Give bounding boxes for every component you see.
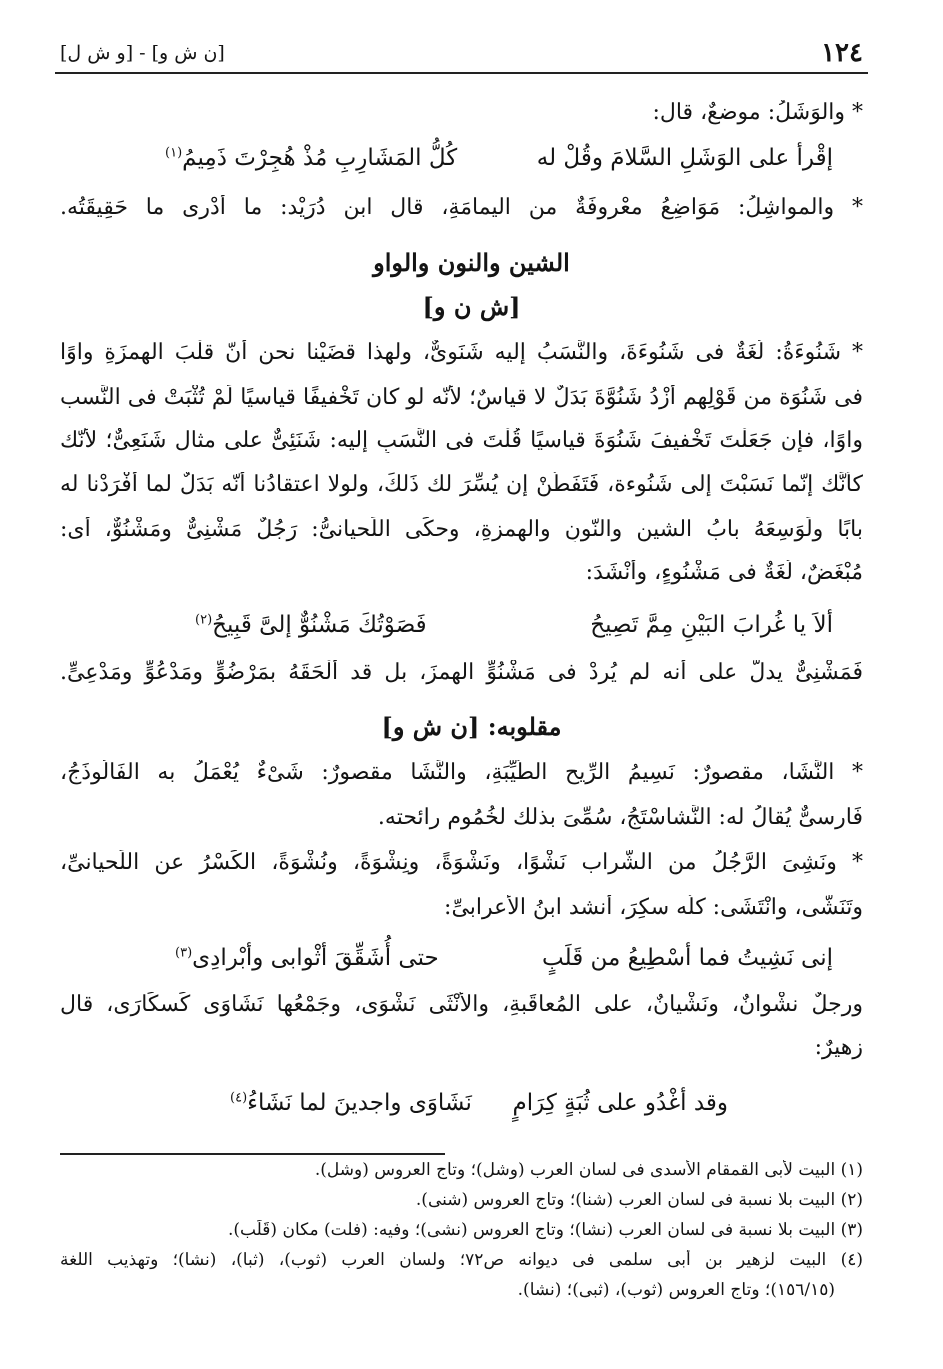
verse-hemistich-first: إقْرأ على الوَشَلِ السَّلامَ وقُلْ له (536, 145, 833, 171)
body-line: * والوَشَلُ: موضعٌ، قال: (652, 100, 863, 125)
header-rule (55, 72, 868, 74)
verse-hemistich-first: وقد أغْدُو على ثُبَةٍ كِرَامٍ (512, 1090, 728, 1116)
body-line: مُبْغَضٌ، لُغَةٌ فى مَشْنُوءٍ، وأنْشَدَ: (585, 560, 863, 585)
verse-hemistich-first: ألاَ يا غُرابَ البَيْنِ مِمَّ تَصِيحُ (590, 612, 833, 638)
footnote-continuation: (١٥٦/١٥)؛ وتاج العروس (ثوب)، (ثبى)؛ (نشا). (517, 1280, 835, 1300)
footnote: (٢) البيت بلا نسبة فى لسان العرب (شنا)؛ وتاج العروس (شنى). (415, 1190, 863, 1210)
body-line: فى شَنُوَة من قَوْلِهم أزْدُ شَنُوَّةَ بَدَلٌ لا قياسٌ؛ لأنّه لو كان تَخْفيفًا قياسيًا لَمْ تُثْبَتْ فى النَّسب (60, 385, 863, 410)
footnote: (١) البيت لأبى القمقام الأسدى فى لسان العرب (وشل)؛ وتاج العروس (وشل). (314, 1160, 863, 1180)
body-line: ورجلٌ نشْوانٌ، ونَشْيانٌ، على المُعاقَبةِ، والأُنْثَى نَشْوَى، وجَمْعُها نَشَاوَى كَسكَارَى، قال (60, 992, 863, 1017)
footnote-rule (60, 1153, 445, 1155)
body-line: * النَّشَا، مقصورٌ: نَسِيمُ الرِّيحِ الطَّيِّبَةِ، والنَّشَا مقصورٌ: شَىْءٌ يُعْمَلُ به الفَالُوذَجُ، (60, 760, 863, 785)
section-heading: الشين والنون والواو (373, 248, 570, 277)
body-line: زهيرٌ: (814, 1035, 863, 1060)
verse-hemistich-first: إنى نَشِيتُ فما أسْطِيعُ من قَلَبٍ (542, 945, 833, 971)
footnote-ref: (٤) (230, 1090, 248, 1106)
body-line: وتَنَشَّى، وانْتَشَى: كلُّه سكِرَ، أنشد ابنُ الأعرابىِّ: (444, 895, 863, 920)
body-line: كأنَّك إنّما نَسَبْتَ إلى شَنُوءة، فَتَفَطَّنْ إن يُسِّرَ لك ذَلكَ، ولولا اعتقادُنا أنّه بَدَلٌ لما أفْرَدْنا له (60, 472, 863, 497)
body-line: واوًا، فإن جَعَلْتَ تَخْفيفَ شَنُوَةَ قياسيًا قُلْتَ فى النَّسَبِ إليه: شَنَئِىٌّ على مثال شَنَعِىٌّ؛ لأنّك (60, 428, 863, 453)
page-number: ١٢٤ (821, 38, 863, 68)
body-line: * شَنُوءَةُ: لُغَةٌ فى شَنُوءَةَ، والنَّسَبُ إليه شَنَوِىٌّ، ولهذا قضَيْنا نحن أنّ قلْبَ الهمزَةِ واوًا (60, 340, 863, 365)
body-line: فَارِسىٌّ يُقالُ له: النَّشاسْتَجُ، سُمِّىَ بذلك لخُمُومِ رائحته. (377, 805, 863, 830)
root-heading: [ش ن و] (422, 292, 521, 321)
footnote: (٣) البيت بلا نسبة فى لسان العرب (نشا)؛ وتاج العروس (نشى)؛ وفيه: (فلت) مكان (قَلَب). (227, 1220, 863, 1240)
section-heading: مقلوبه: [ن ش و] (381, 712, 562, 741)
verse-hemistich-second: كُلُّ المَشَارِبِ مُذْ هُجِرْتَ ذَمِيمُ$^{(١)}$ (165, 145, 458, 171)
body-line: بابًا ولَوَسِعَهُ بابُ الشينِ والنّونِ والهمزةِ، وحكَى اللِّحيانىُّ: رَجُلٌ مَشْنِىٌّ ومَشْنُوٌّ، أى: (60, 517, 863, 542)
body-line: * والمواشِلُ: مَوَاضِعُ معْروفَةٌ من اليمامَةِ، قال ابن دُرَيْد: ما أدْرى ما حَقِيقَتُه. (60, 195, 863, 220)
verse-hemistich-second: نَشَاوَى واجدينَ لما نَشَاءُ$^{(٤)}$ (230, 1090, 472, 1116)
body-line: * ونَشِىَ الرَّجُلُ من الشَّراب نَشْوًا، ونَشْوَةً، ونِشْوَةً، ونُشْوَةً، الكَسْرُ عن اللِّحيانىِّ، (60, 850, 863, 875)
footnote-ref: (٢) (195, 612, 213, 628)
footnote: (٤) البيت لزهير بن أبى سلمى فى ديوانه ص٧٢؛ ولسان العرب (ثوب)، (ثبا)، (نشا)؛ وتهذيب اللغة (60, 1250, 863, 1270)
verse-hemistich-second: فَصَوْتُكَ مَشْنُوٌّ إلىَّ قَبِيحُ$^{(٢)}$ (195, 612, 427, 638)
verse-hemistich-second: حتى أُشَقِّقَ أثْوابى وأبْرادِى$^{(٣)}$ (175, 945, 439, 971)
footnote-ref: (٣) (175, 945, 193, 961)
body-line: فَمَشْنِىٌّ يدلُّ على أنه لم يُرِدْ فى مَشْنُوٍّ الهمزَ، بل قد ألْحَقَهُ بمَرْضُوٍّ ومَدْعُوٍّ ومَدْعِىٍّ. (60, 660, 863, 685)
running-header-roots: [و ش ل] - [ن ش و] (60, 42, 225, 64)
footnote-ref: (١) (165, 145, 183, 161)
